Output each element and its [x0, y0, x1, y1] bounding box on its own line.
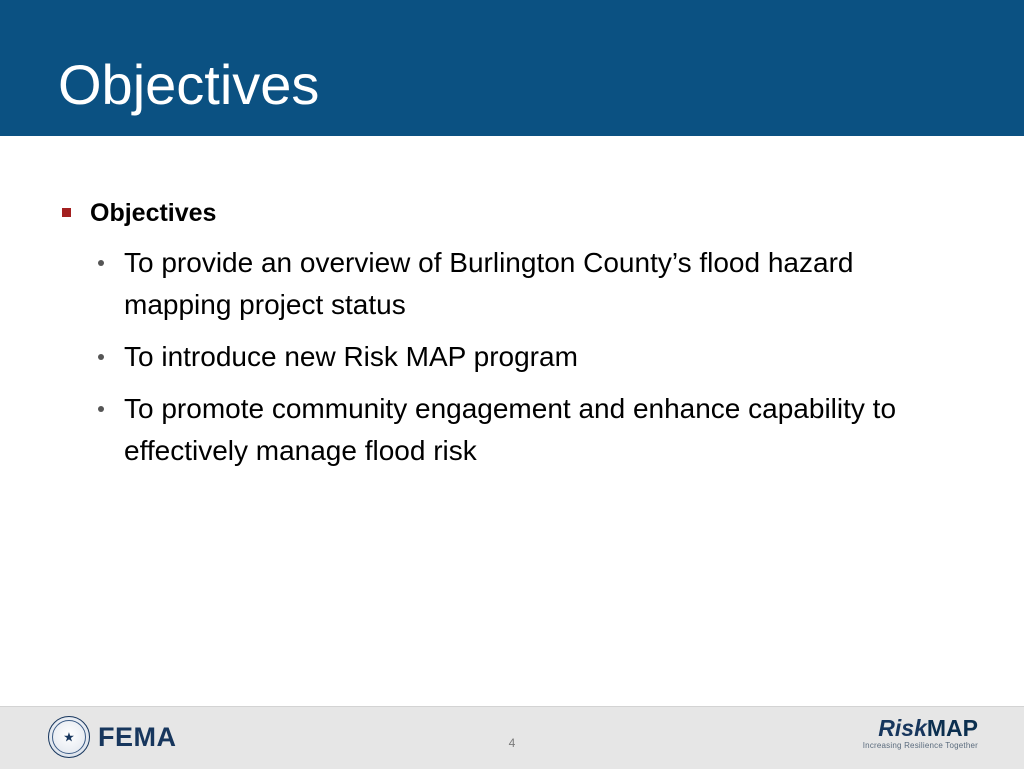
bullet-level2-item	[96, 388, 924, 472]
bullet-level2-list	[0, 242, 1024, 472]
riskmap-tagline: Increasing Resilience Together	[862, 741, 978, 750]
page-number: 4	[508, 736, 516, 750]
bullet-level2-label: To introduce new Risk MAP program	[124, 341, 578, 372]
fema-wordmark: FEMA	[98, 721, 177, 752]
riskmap-risk-text: Risk	[878, 715, 927, 741]
eagle-icon: ★	[63, 729, 75, 745]
dot-bullet-icon	[98, 260, 104, 266]
bullet-level1-label: Objectives	[90, 199, 217, 227]
bullet-level1	[56, 198, 1024, 228]
dot-bullet-icon	[98, 354, 104, 360]
riskmap-map-text: MAP	[926, 715, 978, 741]
bullet-level2-item	[96, 336, 924, 378]
slide-header-band	[0, 0, 1024, 136]
square-bullet-icon	[62, 208, 71, 217]
bullet-level2-label: To promote community engagement and enhance capability to effectively manage flood risk	[124, 393, 897, 466]
slide-body	[0, 136, 1024, 706]
riskmap-logo	[863, 716, 978, 750]
bullet-level2-label: To provide an overview of Burlington County’s flood hazard mapping project status	[124, 247, 854, 320]
dot-bullet-icon	[98, 406, 104, 412]
riskmap-wordmark	[863, 716, 978, 740]
page-title: Objectives	[58, 53, 320, 116]
bullet-level2-item	[96, 242, 924, 326]
